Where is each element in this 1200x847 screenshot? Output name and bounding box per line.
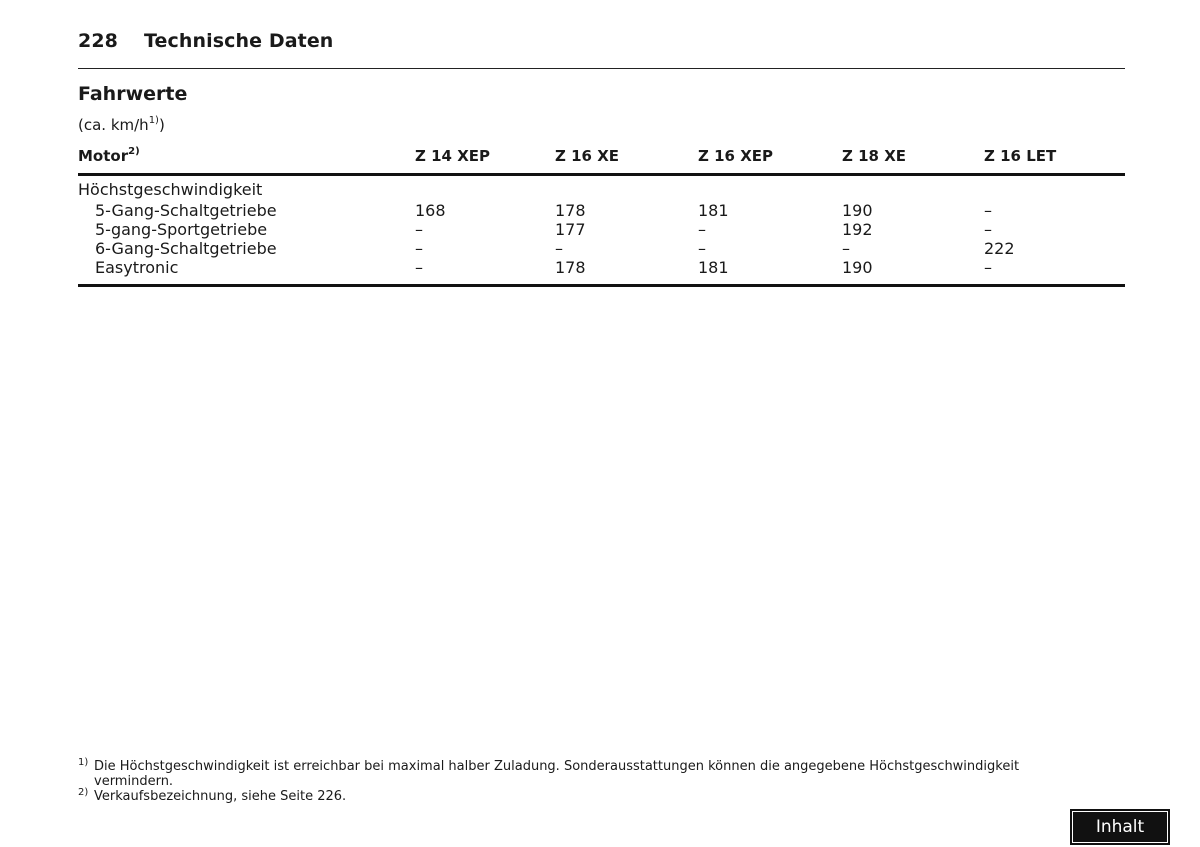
unit-suffix: ) bbox=[158, 116, 165, 134]
contents-button[interactable]: Inhalt bbox=[1070, 809, 1170, 845]
footnotes bbox=[78, 759, 1068, 804]
footnote-mark: 1) bbox=[78, 757, 89, 768]
table-cell: – bbox=[698, 220, 706, 239]
column-header: Z 16 XEP bbox=[698, 147, 773, 165]
table-row bbox=[78, 220, 1125, 239]
chapter-title: Technische Daten bbox=[144, 30, 334, 52]
table-cell: 222 bbox=[984, 239, 1015, 258]
table-cell: – bbox=[842, 239, 850, 258]
footnote-text: Die Höchstgeschwindigkeit ist erreichbar bei maximal halber Zuladung. Sonderausstattungen können die angegebene Höchstgeschwindigkeit vermindern. bbox=[94, 759, 1020, 789]
speed-table bbox=[78, 143, 1125, 287]
footnote bbox=[78, 789, 1068, 804]
page-number: 228 bbox=[78, 30, 118, 52]
table-cell: 178 bbox=[555, 201, 586, 220]
row-label: 5-Gang-Schaltgetriebe bbox=[95, 201, 277, 220]
table-cell: 190 bbox=[842, 258, 873, 277]
header-divider bbox=[78, 68, 1125, 69]
table-cell: 168 bbox=[415, 201, 446, 220]
table-cell: – bbox=[555, 239, 563, 258]
table-cell: 178 bbox=[555, 258, 586, 277]
section-title: Fahrwerte bbox=[78, 83, 188, 105]
footnote bbox=[78, 759, 1068, 789]
table-cell: 190 bbox=[842, 201, 873, 220]
table-row bbox=[78, 258, 1125, 277]
table-cell: – bbox=[984, 201, 992, 220]
row-label: 6-Gang-Schaltgetriebe bbox=[95, 239, 277, 258]
row-label: 5-gang-Sportgetriebe bbox=[95, 220, 268, 239]
table-cell: 177 bbox=[555, 220, 586, 239]
table-row bbox=[78, 201, 1125, 220]
group-label: Höchstgeschwindigkeit bbox=[78, 180, 263, 199]
column-header: Z 16 XE bbox=[555, 147, 620, 165]
table-cell: – bbox=[415, 258, 423, 277]
table-row bbox=[78, 239, 1125, 258]
footnote-text: Verkaufsbezeichnung, siehe Seite 226. bbox=[94, 789, 347, 804]
column-header: Z 18 XE bbox=[842, 147, 907, 165]
table-header bbox=[78, 143, 1125, 176]
page-header bbox=[78, 30, 1125, 52]
unit-label bbox=[78, 116, 165, 134]
footnote-ref-1: 1) bbox=[148, 115, 159, 126]
column-header: Z 16 LET bbox=[984, 147, 1057, 165]
table-body bbox=[78, 176, 1125, 287]
table-cell: 181 bbox=[698, 258, 729, 277]
table-cell: – bbox=[984, 220, 992, 239]
table-cell: – bbox=[415, 239, 423, 258]
footnote-mark: 2) bbox=[78, 787, 89, 798]
table-cell: – bbox=[984, 258, 992, 277]
footnote-ref-2: 2) bbox=[128, 146, 140, 157]
table-cell: 192 bbox=[842, 220, 873, 239]
motor-header: Motor$^{2)}$ bbox=[78, 146, 140, 165]
table-cell: 181 bbox=[698, 201, 729, 220]
table-cell: – bbox=[698, 239, 706, 258]
unit-text: (ca. km/h bbox=[78, 116, 149, 134]
row-label: Easytronic bbox=[95, 258, 179, 277]
table-cell: – bbox=[415, 220, 423, 239]
column-header: Z 14 XEP bbox=[415, 147, 490, 165]
